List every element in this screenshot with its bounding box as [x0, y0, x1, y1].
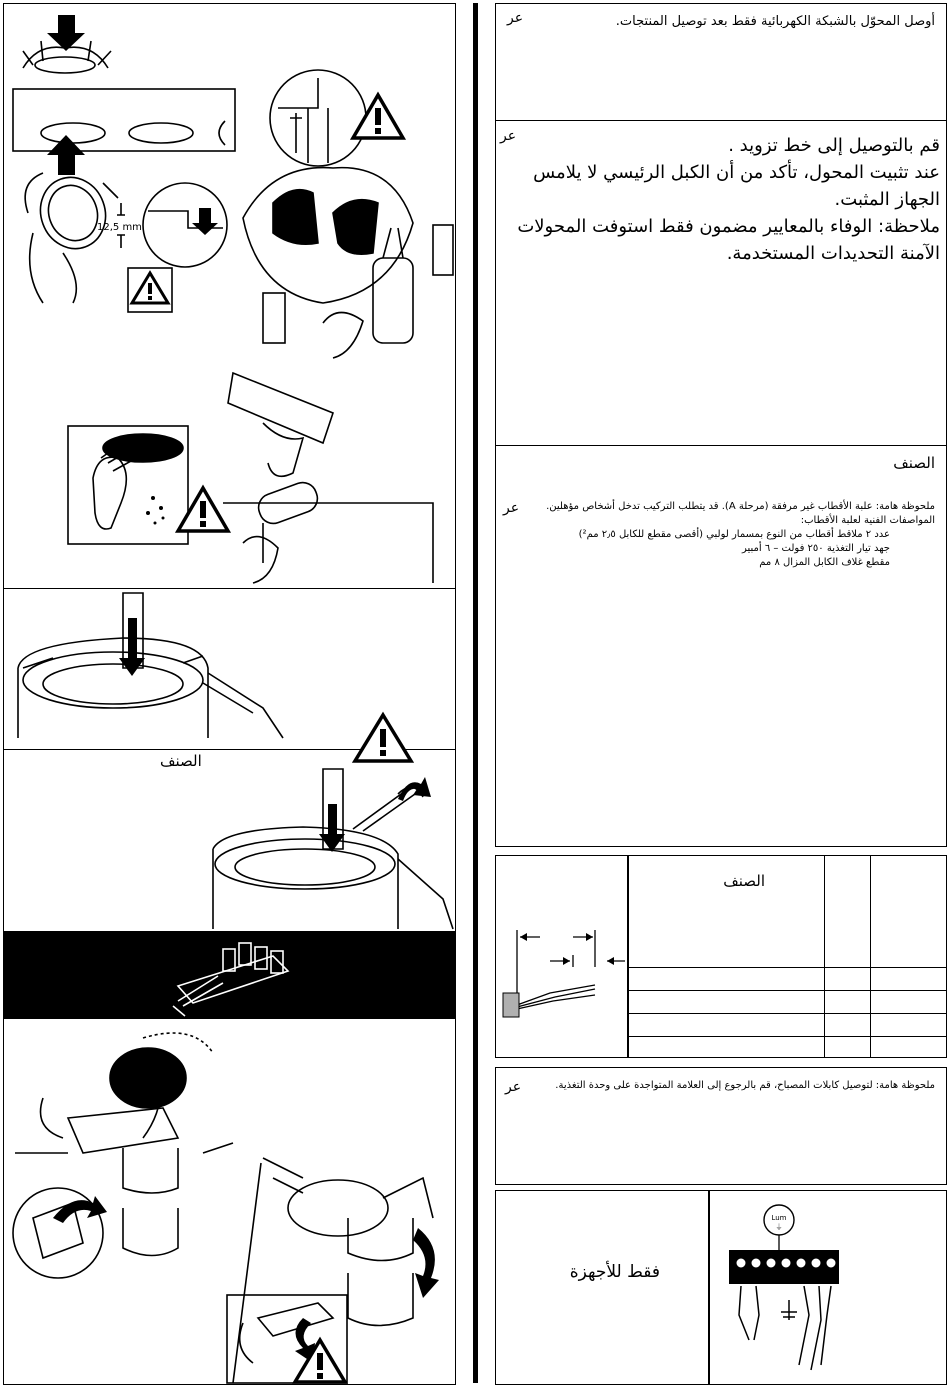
- section5-text: ملحوظة هامة: لتوصيل كابلات المصباح، قم بالرجوع إلى العلامة المتواجدة على وحدة التغذية.: [555, 1080, 935, 1091]
- lang-code: عر: [500, 128, 517, 144]
- warning-icon-paint: [178, 488, 228, 531]
- curved-arrow-icon: [413, 1228, 439, 1298]
- text-line: مقطع غلاف الكابل المزال ٨ مم: [759, 557, 890, 568]
- panel3-caption: الصنف: [160, 752, 202, 770]
- lamp-clip-illustration: [3, 1018, 456, 1385]
- warning-icon-medium: [353, 95, 403, 138]
- text-line: عدد ٢ ملاقط أقطاب من النوع بمسمار لولبي (أقصى مقطع للكابل ٢٫٥ مم²): [578, 529, 890, 540]
- warning-icon-small: [132, 273, 168, 303]
- devices-only-caption: فقط للأجهزة: [569, 1262, 660, 1282]
- text-line: ملاحظة: الوفاء بالمعايير مضمون فقط استوفت المحولات: [517, 216, 940, 237]
- table-row-line: [627, 1036, 947, 1037]
- down-arrow-small-icon: [192, 208, 218, 235]
- connector-block-illustration: [3, 931, 456, 1019]
- ceiling-install-illustration: [3, 3, 456, 589]
- terminal-screw-illustration: [3, 749, 456, 932]
- table-row-line: [627, 967, 947, 968]
- down-arrow-icon: [47, 15, 85, 51]
- table-col-divider: [627, 855, 629, 1058]
- table-row-line: [627, 1013, 947, 1014]
- text-line: الآمنة التحديدات المستخدمة.: [726, 243, 940, 264]
- lum-label: Lum: [771, 1214, 787, 1222]
- text-line: عند تثبيت المحول، تأكد من أن الكبل الرئيسي لا يلامس: [533, 162, 940, 183]
- curved-arrow-icon-2: [53, 1196, 107, 1223]
- table-col-divider: [870, 855, 871, 1058]
- terminal-block-diagram: [709, 1190, 947, 1385]
- table-header: الصنف: [723, 872, 765, 890]
- text-line: الجهاز المثبت.: [834, 189, 940, 210]
- lang-code: عر: [507, 10, 524, 26]
- text-line: ملحوظة هامة: علبة الأقطاب غير مرفقة (مرحلة A). قد يتطلب التركيب تدخل أشخاص مؤهلين.: [546, 501, 935, 512]
- dimension-label: 12,5 mm: [97, 222, 142, 233]
- column-divider: [473, 3, 478, 1383]
- lang-code: عر: [503, 500, 520, 516]
- table-col-divider: [824, 855, 825, 1058]
- section2-body: [510, 132, 940, 267]
- svg-text:⏚: ⏚: [775, 1223, 783, 1231]
- wire-strip-diagram: [495, 855, 627, 1058]
- text-line: قم بالتوصيل إلى خط تزويد .: [728, 135, 940, 156]
- text-line: جهد تيار التغذية ٢٥٠ فولت – ٦ أمبير: [741, 543, 890, 554]
- section3-body: [525, 500, 935, 570]
- section1-text: أوصل المحوّل بالشبكة الكهربائية فقط بعد توصيل المنتجات.: [615, 14, 935, 29]
- table-row-line: [627, 990, 947, 991]
- lang-code: عر: [505, 1079, 522, 1095]
- section3-title: الصنف: [893, 454, 935, 472]
- text-line: المواصفات الفنية لعلبة الأقطاب:: [800, 515, 935, 526]
